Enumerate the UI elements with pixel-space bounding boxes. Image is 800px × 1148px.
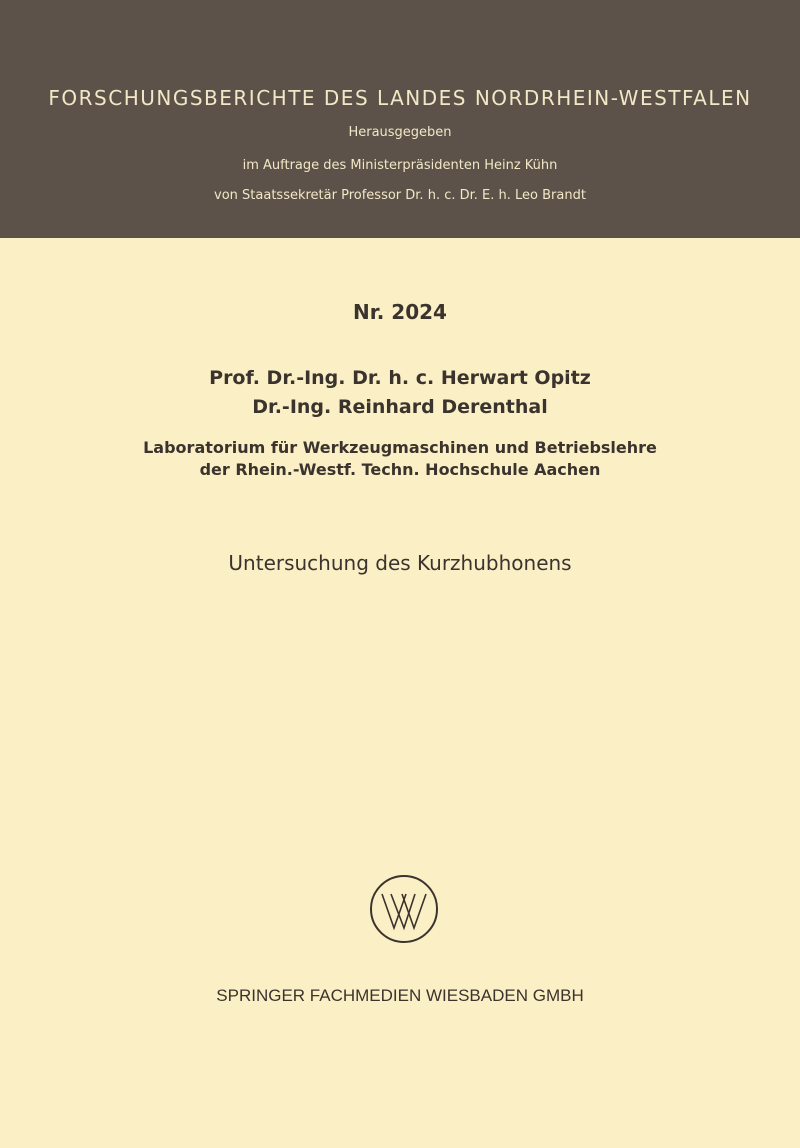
book-title: Untersuchung des Kurzhubhonens	[228, 551, 572, 575]
institute-line-1: Laboratorium für Werkzeugmaschinen und Betriebslehre	[143, 438, 657, 457]
institute-line-2: der Rhein.-Westf. Techn. Hochschule Aachen	[199, 460, 601, 479]
publisher-name: SPRINGER FACHMEDIEN WIESBADEN GMBH	[216, 986, 584, 1005]
series-header-band	[0, 0, 800, 238]
publisher-logo-icon	[369, 874, 439, 944]
editor-line-3: von Staatssekretär Professor Dr. h. c. Dr. E. h. Leo Brandt	[214, 188, 586, 203]
author-2: Dr.-Ing. Reinhard Derenthal	[252, 396, 548, 418]
editor-line-2: im Auftrage des Ministerpräsidenten Heinz Kühn	[242, 158, 558, 173]
report-number: Nr. 2024	[353, 300, 447, 324]
series-title: FORSCHUNGSBERICHTE DES LANDES NORDRHEIN-WESTFALEN	[48, 86, 752, 110]
author-1: Prof. Dr.-Ing. Dr. h. c. Herwart Opitz	[209, 367, 591, 389]
editor-line-1: Herausgegeben	[348, 125, 452, 140]
